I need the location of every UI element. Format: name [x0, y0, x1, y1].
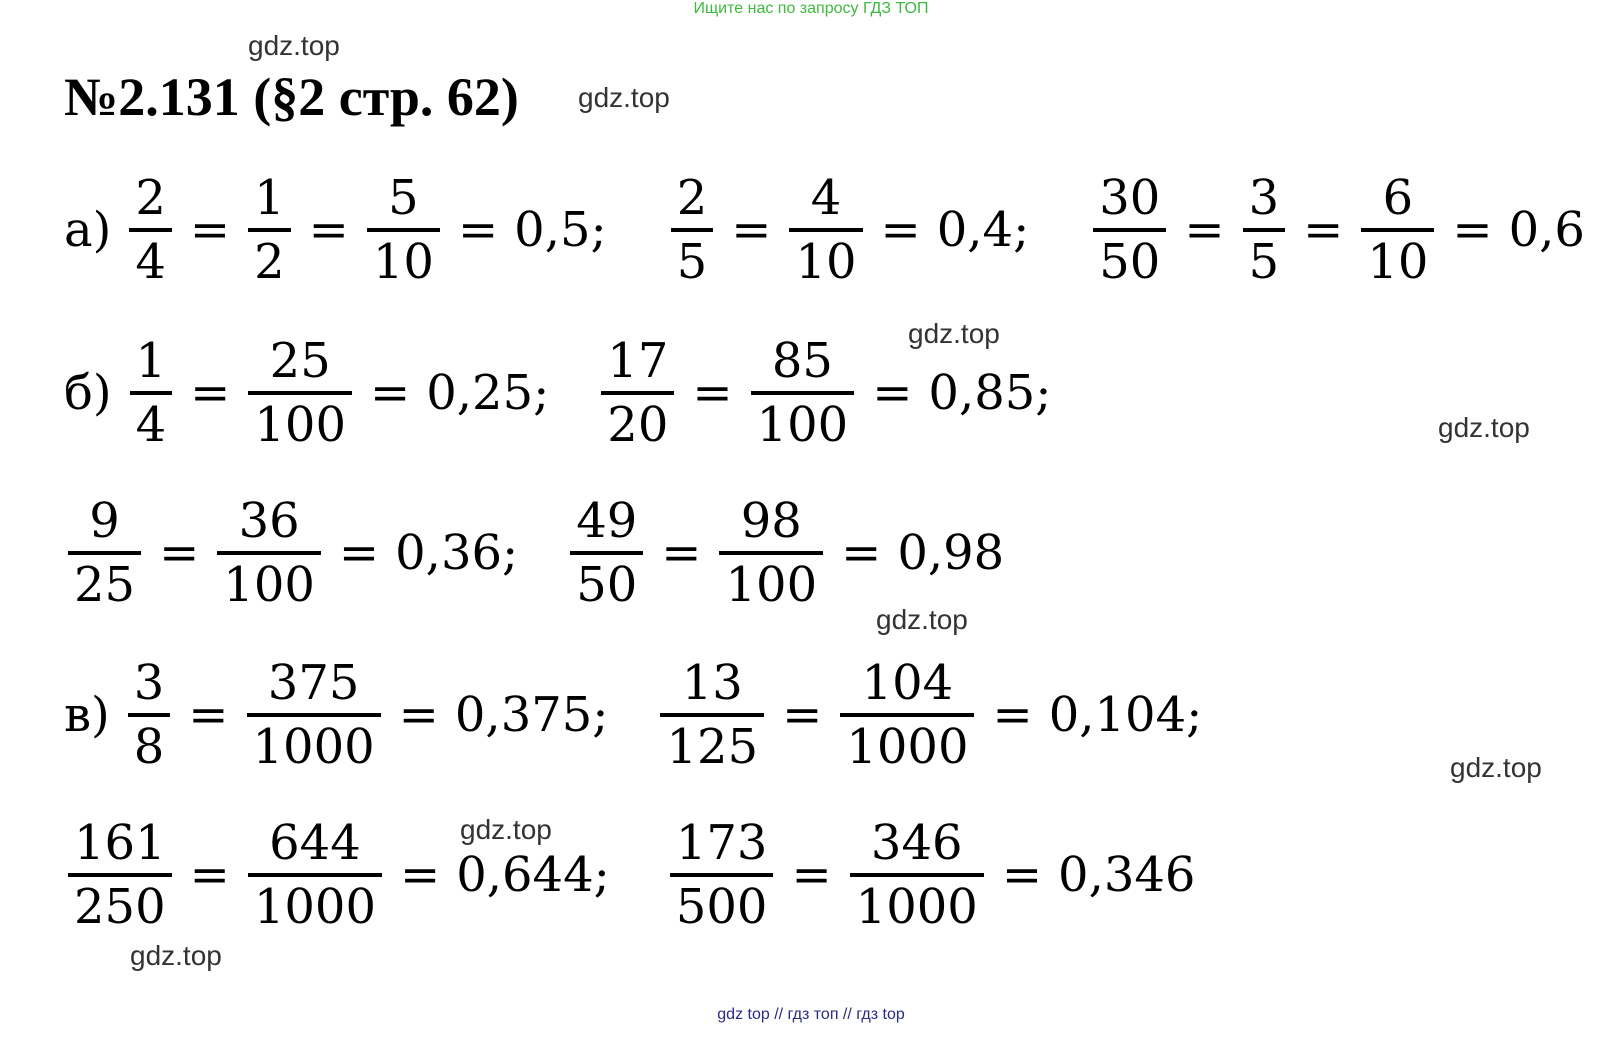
- top-banner-link[interactable]: Ищите нас по запросу ГДЗ ТОП: [693, 0, 929, 17]
- equals-sign: =: [189, 202, 231, 258]
- equals-sign: =: [1001, 847, 1043, 903]
- numerator: 1: [135, 333, 167, 389]
- equation-line: [64, 478, 1004, 628]
- denominator: 250: [68, 873, 172, 931]
- numerator: 9: [89, 493, 120, 549]
- fraction: [129, 170, 172, 290]
- fraction: [671, 170, 714, 290]
- item-label: а): [64, 202, 112, 258]
- watermark: gdz.top: [1438, 412, 1530, 443]
- equation-line: [64, 318, 1051, 468]
- denominator: 1000: [840, 713, 974, 771]
- numerator: 2: [676, 170, 708, 226]
- watermark: gdz.top: [460, 814, 552, 845]
- numerator: 1: [254, 170, 285, 226]
- equals-sign: =: [308, 202, 349, 258]
- equals-sign: =: [457, 202, 499, 258]
- numerator: 3: [1248, 170, 1280, 226]
- denominator: 100: [719, 551, 823, 609]
- denominator: 50: [1093, 228, 1166, 286]
- numerator: 346: [870, 815, 963, 871]
- fraction: [570, 493, 643, 613]
- fraction: [128, 655, 171, 775]
- fraction: [1093, 170, 1166, 290]
- watermark: gdz.top: [248, 30, 340, 61]
- equation-line: [64, 800, 1195, 950]
- equals-sign: =: [189, 847, 230, 903]
- denominator: 1000: [248, 873, 382, 931]
- fraction: [367, 170, 440, 290]
- denominator: 5: [671, 228, 714, 286]
- equals-sign: =: [661, 525, 702, 581]
- denominator: 500: [670, 873, 774, 931]
- numerator: 36: [238, 493, 300, 549]
- numerator: 17: [607, 333, 669, 389]
- fraction: [130, 333, 173, 453]
- denominator: 50: [570, 551, 643, 609]
- fraction: [719, 493, 823, 613]
- decimal-value: 0,98: [897, 525, 1005, 581]
- equals-sign: =: [188, 687, 229, 743]
- fraction: [1361, 170, 1434, 290]
- fraction: [248, 170, 291, 290]
- denominator: 4: [130, 391, 173, 449]
- fraction: [68, 815, 172, 935]
- fraction: [248, 815, 382, 935]
- denominator: 100: [248, 391, 352, 449]
- equals-sign: =: [1184, 202, 1225, 258]
- fraction: [217, 493, 321, 613]
- numerator: 25: [269, 333, 331, 389]
- denominator: 10: [789, 228, 862, 286]
- decimal-value: 0,644;: [456, 847, 610, 903]
- footer-links[interactable]: gdz top // гдз топ // гдз top: [717, 1006, 905, 1023]
- equals-sign: =: [880, 202, 921, 258]
- numerator: 49: [576, 493, 638, 549]
- decimal-value: 0,36;: [395, 525, 519, 581]
- equals-sign: =: [872, 365, 913, 421]
- fraction: [248, 333, 352, 453]
- page-title: №2.131 (§2 стр. 62): [64, 67, 519, 127]
- denominator: 20: [601, 391, 674, 449]
- decimal-value: 0,25;: [426, 365, 550, 421]
- equals-sign: =: [159, 525, 200, 581]
- decimal-value: 0,104;: [1048, 687, 1203, 743]
- denominator: 2: [248, 228, 291, 286]
- decimal-value: 0,6: [1508, 202, 1585, 258]
- numerator: 98: [740, 493, 802, 549]
- numerator: 13: [681, 655, 743, 711]
- numerator: 104: [861, 655, 954, 711]
- equals-sign: =: [692, 365, 733, 421]
- numerator: 173: [675, 815, 768, 871]
- decimal-value: 0,4;: [936, 202, 1030, 258]
- decimal-value: 0,346: [1058, 847, 1196, 903]
- equals-sign: =: [841, 525, 882, 581]
- numerator: 5: [388, 170, 419, 226]
- fraction: [789, 170, 862, 290]
- fraction: [840, 655, 974, 775]
- fraction: [670, 815, 774, 935]
- denominator: 10: [1361, 228, 1434, 286]
- watermark: gdz.top: [1450, 752, 1542, 783]
- equals-sign: =: [400, 847, 441, 903]
- decimal-value: 0,85;: [928, 365, 1052, 421]
- denominator: 100: [217, 551, 321, 609]
- denominator: 4: [129, 228, 172, 286]
- numerator: 161: [74, 815, 166, 871]
- denominator: 1000: [850, 873, 984, 931]
- equals-sign: =: [338, 525, 380, 581]
- equals-sign: =: [1303, 202, 1344, 258]
- denominator: 25: [68, 551, 141, 609]
- equals-sign: =: [791, 847, 832, 903]
- numerator: 2: [135, 170, 166, 226]
- equals-sign: =: [190, 365, 231, 421]
- numerator: 644: [269, 815, 361, 871]
- equals-sign: =: [782, 687, 823, 743]
- fraction: [660, 655, 764, 775]
- item-label: б): [64, 365, 112, 421]
- fraction: [850, 815, 984, 935]
- watermark: gdz.top: [876, 604, 968, 635]
- numerator: 3: [133, 655, 165, 711]
- equation-line: [64, 155, 1585, 305]
- numerator: 85: [771, 333, 833, 389]
- denominator: 1000: [247, 713, 381, 771]
- equals-sign: =: [370, 365, 411, 421]
- denominator: 10: [367, 228, 440, 286]
- equals-sign: =: [992, 687, 1033, 743]
- equals-sign: =: [398, 687, 439, 743]
- item-label: в): [64, 687, 110, 743]
- numerator: 4: [810, 170, 842, 226]
- equation-line: [64, 640, 1202, 790]
- decimal-value: 0,375;: [454, 687, 609, 743]
- fraction: [247, 655, 381, 775]
- denominator: 100: [751, 391, 855, 449]
- equals-sign: =: [731, 202, 772, 258]
- fraction: [751, 333, 855, 453]
- numerator: 30: [1099, 170, 1161, 226]
- decimal-value: 0,5;: [514, 202, 607, 258]
- denominator: 125: [660, 713, 764, 771]
- fraction: [1243, 170, 1286, 290]
- watermark: gdz.top: [578, 82, 670, 113]
- denominator: 8: [128, 713, 171, 771]
- equals-sign: =: [1452, 202, 1493, 258]
- numerator: 6: [1382, 170, 1414, 226]
- fraction: [68, 493, 141, 613]
- numerator: 375: [267, 655, 360, 711]
- denominator: 5: [1243, 228, 1286, 286]
- fraction: [601, 333, 674, 453]
- watermark: gdz.top: [908, 318, 1000, 349]
- watermark: gdz.top: [130, 940, 222, 971]
